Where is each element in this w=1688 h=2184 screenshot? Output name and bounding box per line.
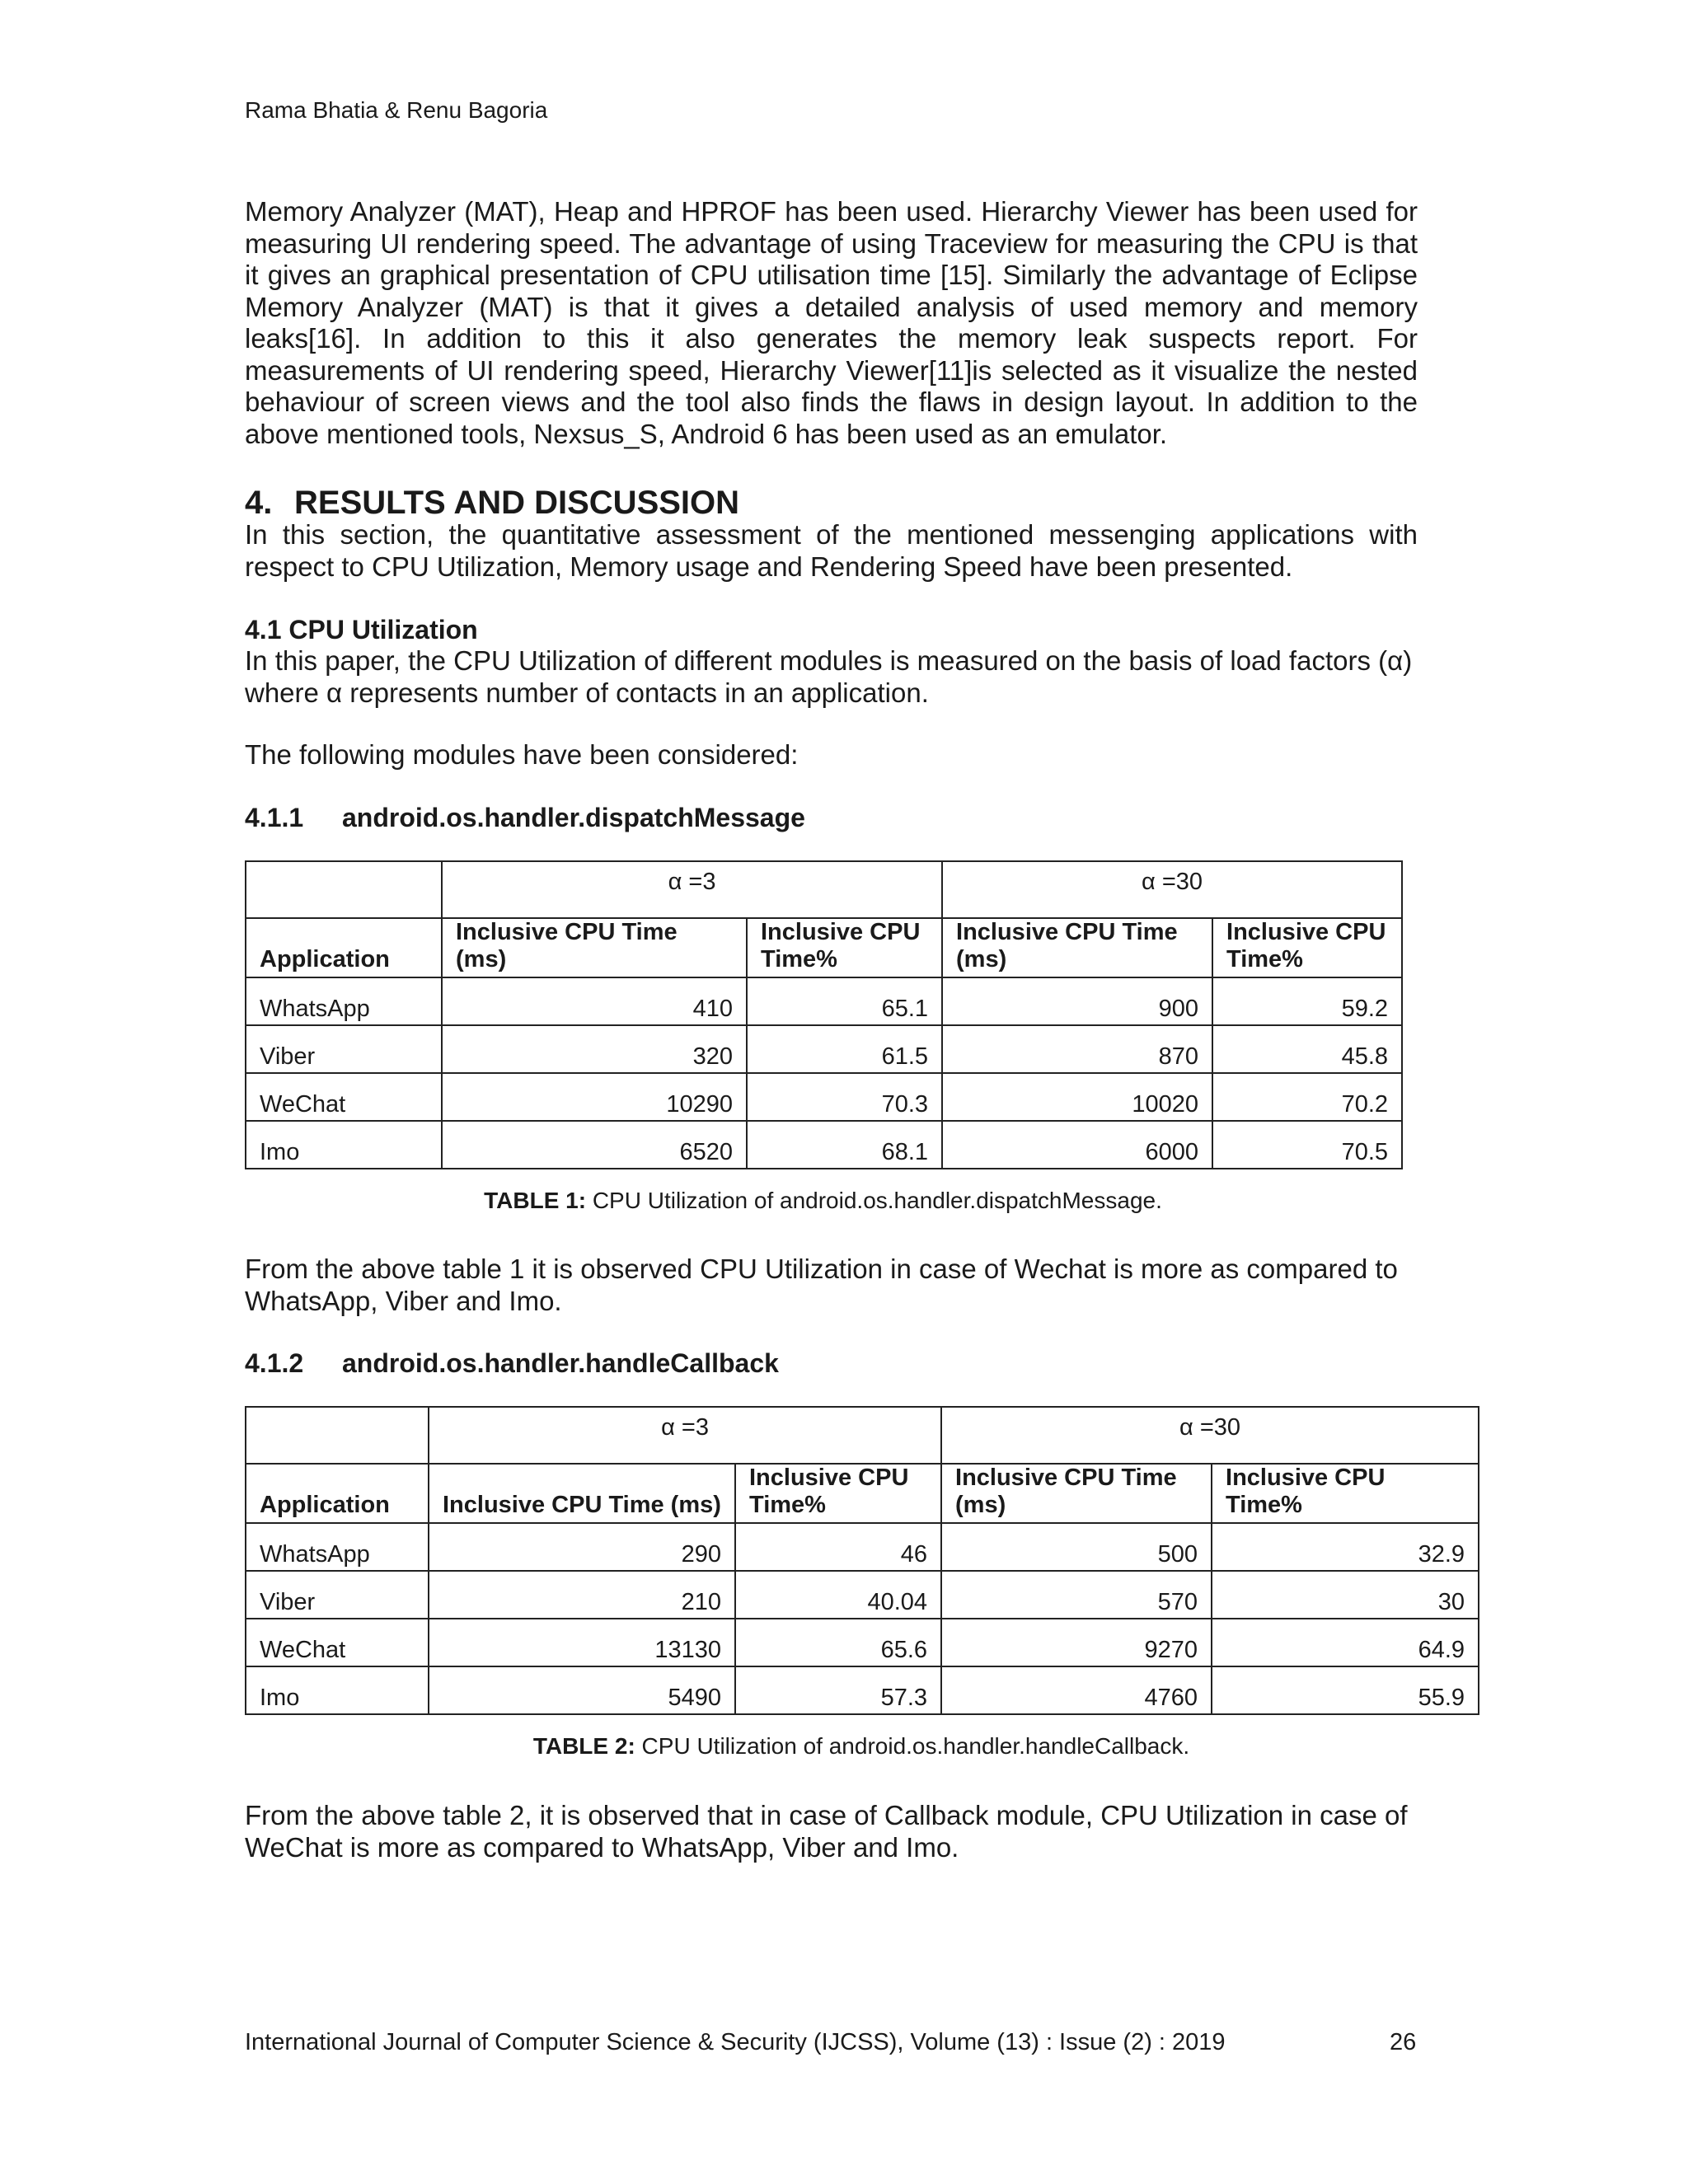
column-header: Inclusive CPU Time% — [747, 918, 942, 977]
value-cell: 70.5 — [1212, 1121, 1402, 1169]
section-number: 4. — [245, 485, 273, 521]
value-cell: 40.04 — [735, 1571, 941, 1619]
table-row — [246, 1666, 1479, 1714]
column-header: Inclusive CPU Time% — [1212, 1464, 1479, 1523]
subsubsection-number: 4.1.1 — [245, 803, 304, 832]
app-cell: Viber — [246, 1571, 429, 1619]
section-title: RESULTS AND DISCUSSION — [294, 485, 740, 521]
table-empty-cell — [246, 861, 442, 918]
alpha-low-header: α =3 — [429, 1407, 941, 1464]
app-cell: WeChat — [246, 1619, 429, 1666]
section4-paragraph: In this section, the quantitative assessment of the mentioned messenging applications with respect to CPU Utilization, Memory usage and Rendering Speed have been presented. — [245, 519, 1418, 582]
alpha-low-header: α =3 — [442, 861, 942, 918]
column-header: Inclusive CPU Time (ms) — [442, 918, 747, 977]
subsubsection-title: android.os.handler.handleCallback — [342, 1348, 779, 1378]
table-1 — [245, 860, 1403, 1169]
table-alpha-row — [246, 861, 1402, 918]
value-cell: 6520 — [442, 1121, 747, 1169]
value-cell: 30 — [1212, 1571, 1479, 1619]
app-cell: Imo — [246, 1121, 442, 1169]
value-cell: 900 — [942, 977, 1212, 1025]
alpha-high-header: α =30 — [942, 861, 1402, 918]
value-cell: 320 — [442, 1025, 747, 1073]
subsection-heading-4-1: 4.1 CPU Utilization — [245, 615, 478, 644]
value-cell: 10020 — [942, 1073, 1212, 1121]
table-2-discussion: From the above table 2, it is observed that in case of Callback module, CPU Utilization in case of WeChat is more as compared to WhatsApp, Viber and Imo. — [245, 1800, 1408, 1863]
page-number: 26 — [1390, 2029, 1417, 2055]
section41-paragraph: In this paper, the CPU Utilization of different modules is measured on the basis of load factors (α) where α represents number of contacts in an application. — [245, 645, 1413, 708]
caption-text: CPU Utilization of android.os.handler.handleCallback. — [635, 1733, 1190, 1759]
app-cell: Viber — [246, 1025, 442, 1073]
table-row — [246, 1571, 1479, 1619]
subsubsection-heading-4-1-1 — [245, 803, 805, 833]
table-1-discussion: From the above table 1 it is observed CPU Utilization in case of Wechat is more as compared to WhatsApp, Viber and Imo. — [245, 1254, 1398, 1316]
value-cell: 870 — [942, 1025, 1212, 1073]
value-cell: 570 — [941, 1571, 1212, 1619]
caption-text: CPU Utilization of android.os.handler.dispatchMessage. — [586, 1188, 1162, 1213]
value-cell: 290 — [429, 1523, 735, 1571]
modules-intro: The following modules have been considered: — [245, 739, 799, 770]
column-header: Application — [246, 1464, 429, 1523]
column-header: Inclusive CPU Time (ms) — [942, 918, 1212, 977]
section-heading-4 — [245, 485, 739, 522]
table-row — [246, 1523, 1479, 1571]
subsubsection-title: android.os.handler.dispatchMessage — [342, 803, 805, 832]
value-cell: 68.1 — [747, 1121, 942, 1169]
value-cell: 55.9 — [1212, 1666, 1479, 1714]
app-cell: WhatsApp — [246, 1523, 429, 1571]
column-header: Application — [246, 918, 442, 977]
value-cell: 45.8 — [1212, 1025, 1402, 1073]
table-header-row — [246, 1464, 1479, 1523]
subsubsection-number: 4.1.2 — [245, 1348, 304, 1378]
column-header: Inclusive CPU Time% — [735, 1464, 941, 1523]
table-2-caption — [245, 1733, 1478, 1760]
column-header: Inclusive CPU Time (ms) — [429, 1464, 735, 1523]
table-row — [246, 977, 1402, 1025]
alpha-high-header: α =30 — [941, 1407, 1479, 1464]
table-row — [246, 1073, 1402, 1121]
value-cell: 6000 — [942, 1121, 1212, 1169]
table-2 — [245, 1406, 1479, 1715]
value-cell: 9270 — [941, 1619, 1212, 1666]
value-cell: 57.3 — [735, 1666, 941, 1714]
intro-paragraph: Memory Analyzer (MAT), Heap and HPROF has been used. Hierarchy Viewer has been used for measuring UI rendering speed. The advantage of using Traceview for measuring the CPU is that it gives an graphical presentation of CPU utilisation time [15]. Similarly the advantage of Eclipse Memory Analyzer (MAT) is that it gives a detailed analysis of used memory and memory leaks[16]. In addition to this it also generates the memory leak suspects report. For measurements of UI rendering speed, Hierarchy Viewer[11]is selected as it visualize the nested behaviour of screen views and the tool also finds the flaws in design layout. In addition to the above mentioned tools, Nexsus_S, Android 6 has been used as an emulator. — [245, 196, 1418, 449]
app-cell: Imo — [246, 1666, 429, 1714]
table-row — [246, 1121, 1402, 1169]
value-cell: 32.9 — [1212, 1523, 1479, 1571]
table-alpha-row — [246, 1407, 1479, 1464]
table-row — [246, 1619, 1479, 1666]
value-cell: 10290 — [442, 1073, 747, 1121]
value-cell: 410 — [442, 977, 747, 1025]
value-cell: 70.2 — [1212, 1073, 1402, 1121]
column-header: Inclusive CPU Time% — [1212, 918, 1402, 977]
value-cell: 65.6 — [735, 1619, 941, 1666]
app-cell: WhatsApp — [246, 977, 442, 1025]
value-cell: 5490 — [429, 1666, 735, 1714]
value-cell: 65.1 — [747, 977, 942, 1025]
subsubsection-heading-4-1-2 — [245, 1348, 779, 1379]
value-cell: 70.3 — [747, 1073, 942, 1121]
value-cell: 13130 — [429, 1619, 735, 1666]
caption-label: TABLE 1: — [484, 1188, 587, 1213]
journal-footer: International Journal of Computer Science & Security (IJCSS), Volume (13) : Issue (2) : 2019 — [245, 2029, 1226, 2055]
app-cell: WeChat — [246, 1073, 442, 1121]
value-cell: 64.9 — [1212, 1619, 1479, 1666]
column-header: Inclusive CPU Time (ms) — [941, 1464, 1212, 1523]
value-cell: 46 — [735, 1523, 941, 1571]
table-row — [246, 1025, 1402, 1073]
value-cell: 500 — [941, 1523, 1212, 1571]
running-head: Rama Bhatia & Renu Bagoria — [245, 97, 548, 123]
value-cell: 61.5 — [747, 1025, 942, 1073]
table-header-row — [246, 918, 1402, 977]
table-empty-cell — [246, 1407, 429, 1464]
table-1-caption — [245, 1188, 1401, 1214]
value-cell: 210 — [429, 1571, 735, 1619]
value-cell: 4760 — [941, 1666, 1212, 1714]
value-cell: 59.2 — [1212, 977, 1402, 1025]
caption-label: TABLE 2: — [532, 1733, 635, 1759]
